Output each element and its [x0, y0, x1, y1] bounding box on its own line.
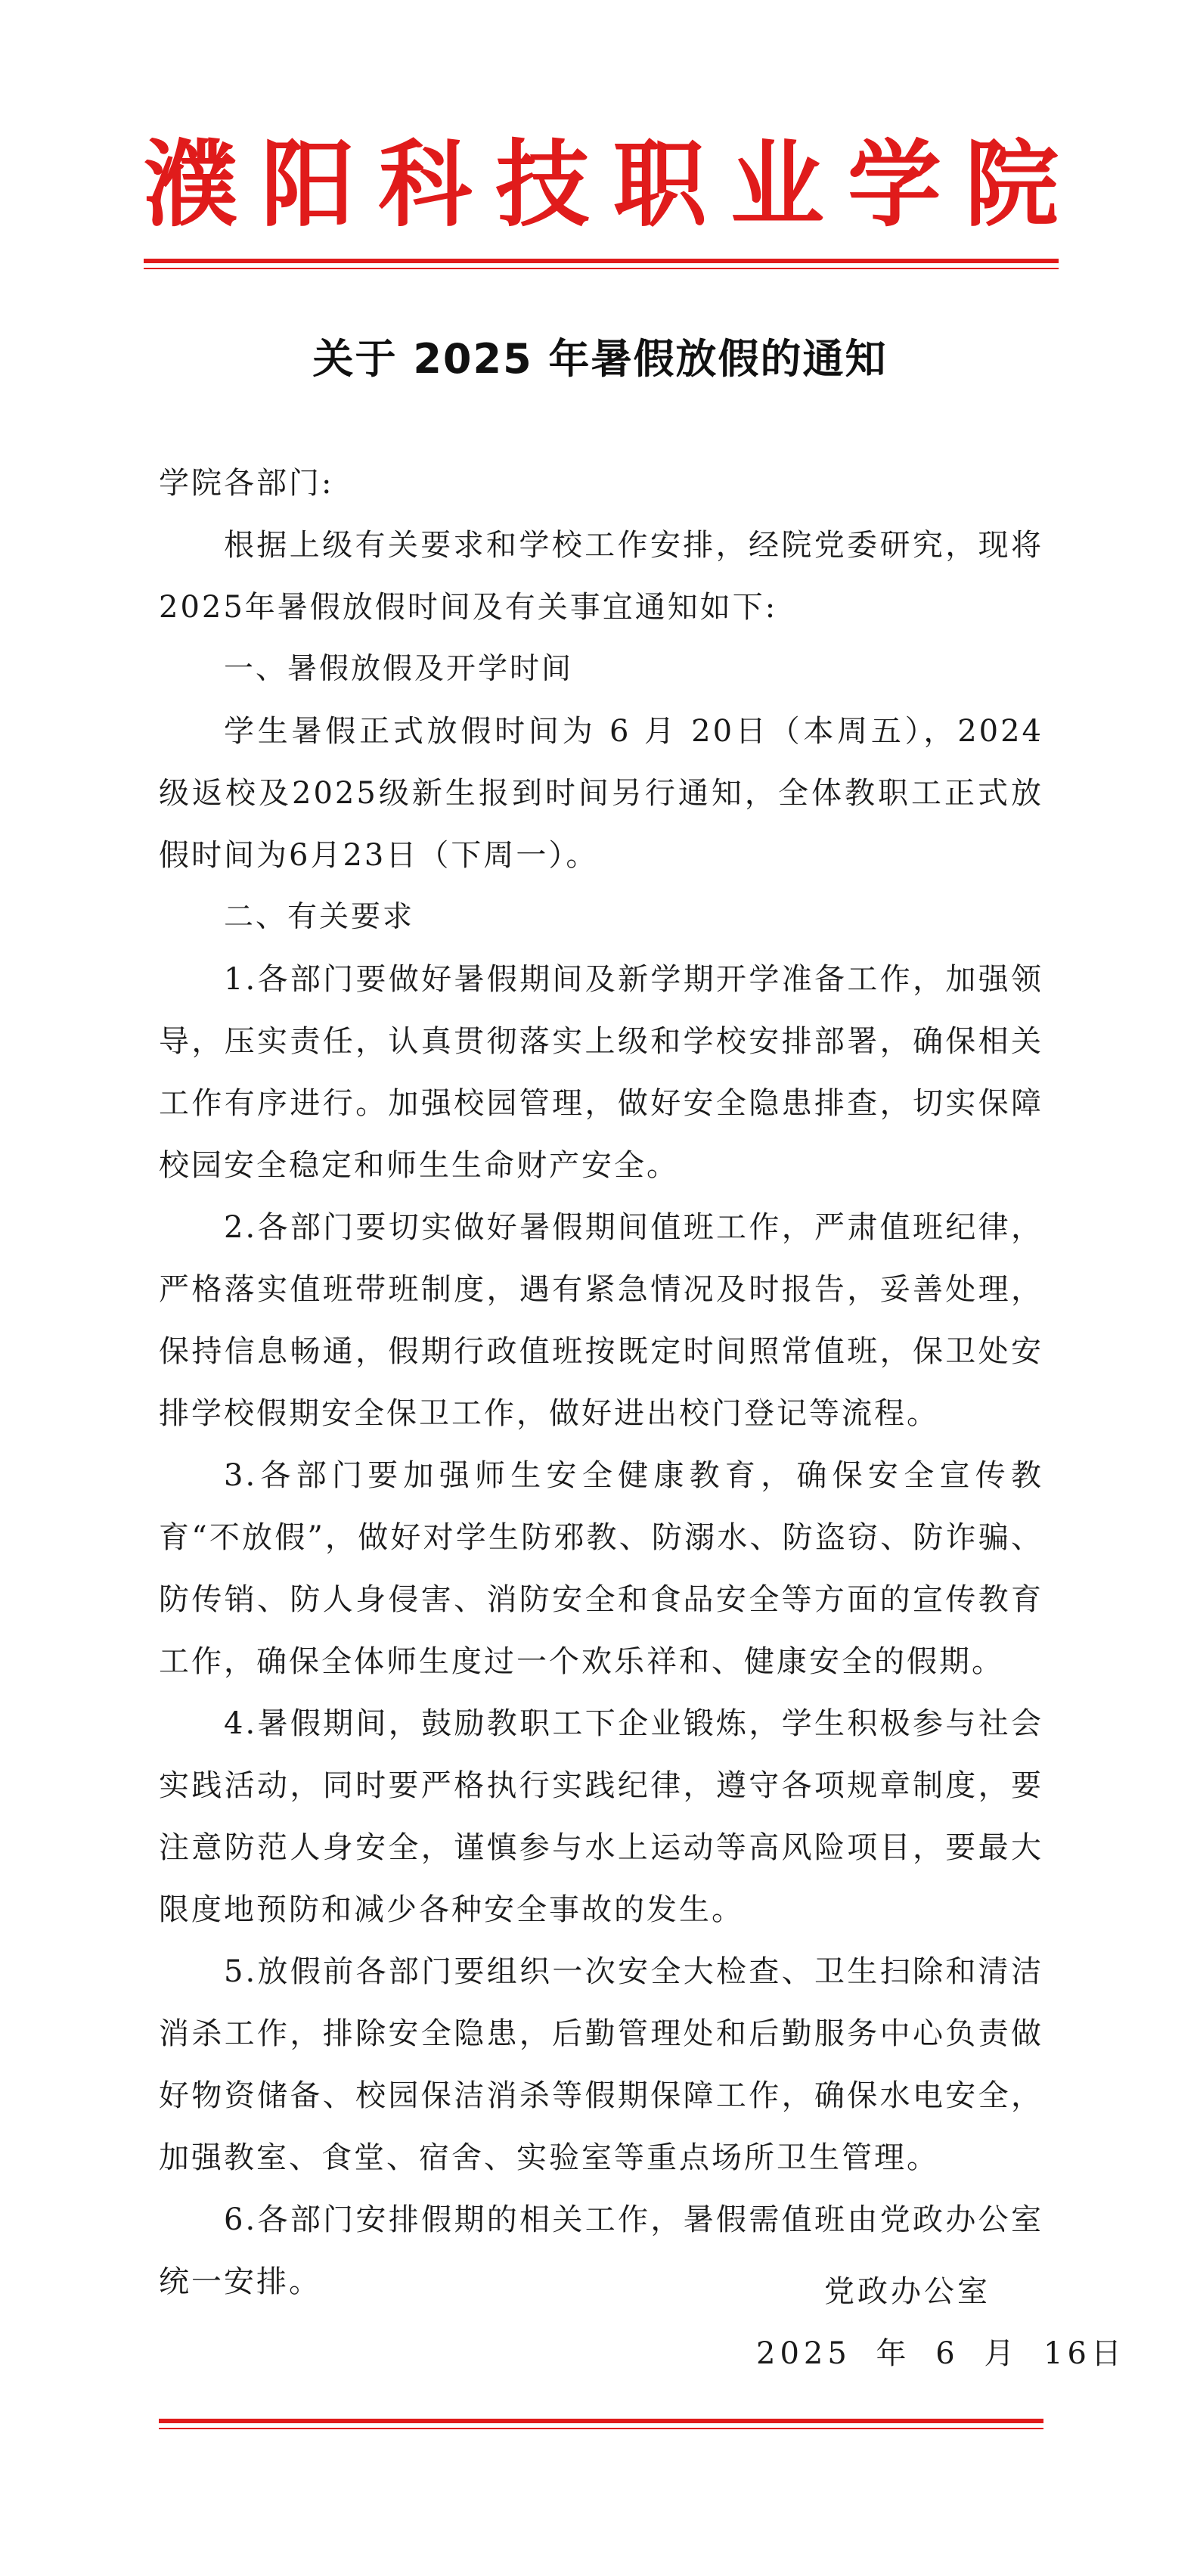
- institution-header: [144, 129, 1059, 242]
- footer-rule-thin: [159, 2428, 1043, 2429]
- header-rule-thick: [144, 259, 1059, 263]
- header-char: 濮: [144, 131, 238, 240]
- issue-date: 2025 年 6 月 16日: [756, 2336, 1127, 2371]
- header-char: 技: [495, 131, 590, 240]
- notice-body: [159, 452, 1043, 2313]
- salutation: 学院各部门:: [159, 466, 334, 501]
- header-char: 业: [730, 131, 824, 240]
- requirement-item-2: 2.各部门要切实做好暑假期间值班工作，严肃值班纪律，严格落实值班带班制度，遇有紧急情况及时报告，妥善处理，保持信息畅通，假期行政值班按既定时间照常值班，保卫处安排学校假期安全保卫工作，做好进出校门登记等流程。: [159, 1210, 1043, 1431]
- section-heading-1: 一、暑假放假及开学时间: [224, 652, 574, 686]
- requirement-item-4: 4.暑假期间，鼓励教职工下企业锻炼，学生积极参与社会实践活动，同时要严格执行实践纪律，遵守各项规章制度，要注意防范人身安全，谨慎参与水上运动等高风险项目，要最大限度地预防和减少各种安全事故的发生。: [159, 1706, 1043, 1927]
- header-char: 科: [378, 131, 473, 240]
- section-heading-2: 二、有关要求: [224, 900, 415, 934]
- header-char: 学: [847, 131, 941, 240]
- header-rule-thin: [144, 268, 1059, 269]
- intro-paragraph: 根据上级有关要求和学校工作安排，经院党委研究，现将2025年暑假放假时间及有关事宜通知如下:: [159, 528, 1043, 625]
- header-char: 阳: [261, 131, 355, 240]
- requirement-item-3: 3.各部门要加强师生安全健康教育，确保安全宣传教育“不放假”，做好对学生防邪教、防溺水、防盗窃、防诈骗、防传销、防人身侵害、消防安全和食品安全等方面的宣传教育工作，确保全体师生度过一个欢乐祥和、健康安全的假期。: [159, 1458, 1043, 1679]
- header-char: 院: [964, 131, 1059, 240]
- section-1-paragraph: 学生暑假正式放假时间为 6 月 20日（本周五），2024级返校及2025级新生报到时间另行通知，全体教职工正式放假时间为6月23日（下周一）。: [159, 714, 1043, 873]
- footer-rule-thick: [159, 2419, 1043, 2423]
- header-char: 职: [612, 131, 707, 240]
- requirement-item-1: 1.各部门要做好暑假期间及新学期开学准备工作，加强领导，压实责任，认真贯彻落实上级和学校安排部署，确保相关工作有序进行。加强校园管理，做好安全隐患排查，切实保障校园安全稳定和师生生命财产安全。: [159, 962, 1043, 1183]
- requirement-item-5: 5.放假前各部门要组织一次安全大检查、卫生扫除和清洁消杀工作，排除安全隐患，后勤管理处和后勤服务中心负责做好物资储备、校园保洁消杀等假期保障工作，确保水电安全，加强教室、食堂、宿舍、实验室等重点场所卫生管理。: [159, 1954, 1043, 2175]
- issuing-office: 党政办公室: [824, 2274, 991, 2309]
- notice-title: 关于 2025 年暑假放假的通知: [312, 335, 888, 383]
- requirement-item-6: 6.各部门安排假期的相关工作，暑假需值班由党政办公室统一安排。: [159, 2202, 1043, 2299]
